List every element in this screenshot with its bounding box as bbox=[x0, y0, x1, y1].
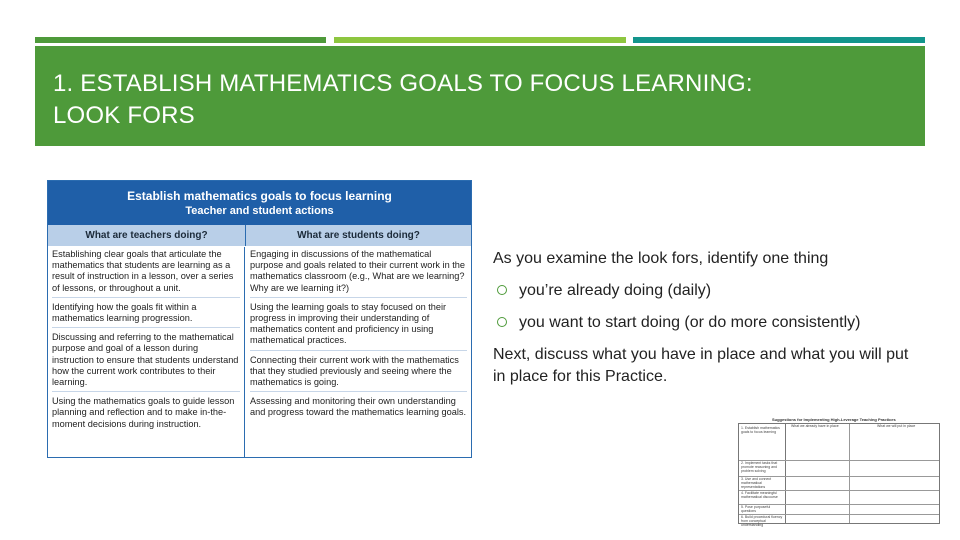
title-band bbox=[35, 46, 925, 146]
bullet-item bbox=[497, 282, 711, 300]
students-column bbox=[246, 247, 471, 457]
teacher-item: Discussing and referring to the mathematical purpose and goal of a lesson during instruction to ensure that students understand how the current work contributes to their learning. bbox=[52, 332, 240, 392]
thumbnail-row-label: 4. Facilitate meaningful mathematical discourse bbox=[741, 491, 778, 499]
circle-bullet-icon bbox=[497, 285, 507, 295]
bullet-text: you want to start doing (or do more consistently) bbox=[519, 314, 861, 331]
thumbnail-grid bbox=[738, 423, 940, 527]
thumbnail-col-divider bbox=[849, 424, 850, 523]
thumbnail-col-b: What we will put in place bbox=[877, 424, 916, 428]
accent-bar-1 bbox=[35, 37, 326, 43]
thumbnail-row-label: 1. Establish mathematics goals to focus learning bbox=[741, 426, 780, 434]
teacher-item: Establishing clear goals that articulate the mathematics that students are learning as a result of instruction in a lesson, over a series of lessons, or throughout a unit. bbox=[52, 249, 240, 298]
teachers-column-header: What are teachers doing? bbox=[48, 225, 246, 246]
accent-bar-3 bbox=[633, 37, 925, 43]
bullet-text: you’re already doing (daily) bbox=[519, 282, 712, 299]
slide-title: 1. ESTABLISH MATHEMATICS GOALS TO FOCUS LEARNING: LOOK FORS bbox=[53, 70, 753, 129]
thumbnail-row-label: 2. Implement tasks that promote reasoning and problem solving bbox=[741, 461, 778, 473]
teacher-item: Identifying how the goals fit within a mathematics learning progression. bbox=[52, 302, 240, 328]
teacher-item: Using the mathematics goals to guide lesson planning and reflection and to make in-the-moment decisions during instruction. bbox=[52, 396, 235, 429]
thumbnail-row-label: 5. Pose purposeful questions bbox=[741, 505, 771, 513]
teacher-student-actions-table bbox=[47, 180, 472, 458]
outro-text: Next, discuss what you have in place and what you will put in place for this Practice. bbox=[493, 346, 909, 385]
circle-bullet-icon bbox=[497, 317, 507, 327]
student-item: Using the learning goals to stay focused on their progress in improving their understanding of mathematics content and proficiency in using mathematical practices. bbox=[250, 302, 467, 351]
teachers-column bbox=[48, 247, 245, 457]
student-item: Connecting their current work with the mathematics that they studied previously and seeing where the mathematics is going. bbox=[250, 355, 467, 393]
thumbnail-row-label: 6. Build procedural fluency from conceptual understanding bbox=[741, 515, 783, 527]
student-item: Assessing and monitoring their own understanding and progress toward the mathematics learning goals. bbox=[250, 396, 467, 418]
worksheet-thumbnail bbox=[738, 413, 940, 525]
table-subtitle: Teacher and student actions bbox=[185, 205, 334, 217]
thumbnail-title: Suggestions for Implementing High-Leverage Teaching Practices bbox=[772, 417, 896, 422]
intro-text: As you examine the look fors, identify one thing bbox=[493, 250, 829, 267]
table-title: Establish mathematics goals to focus learning bbox=[127, 189, 392, 203]
student-item: Engaging in discussions of the mathematical purpose and goals related to their current work in the mathematics classroom (e.g., What are we learning? Why are we learning it?) bbox=[250, 249, 467, 298]
students-column-header: What are students doing? bbox=[246, 225, 471, 246]
thumbnail-col-a: What we already have in place bbox=[791, 424, 839, 428]
accent-bar-2 bbox=[334, 37, 626, 43]
bullet-item bbox=[497, 314, 861, 332]
thumbnail-row-label: 3. Use and connect mathematical representations bbox=[741, 477, 772, 489]
table-header bbox=[48, 181, 471, 225]
